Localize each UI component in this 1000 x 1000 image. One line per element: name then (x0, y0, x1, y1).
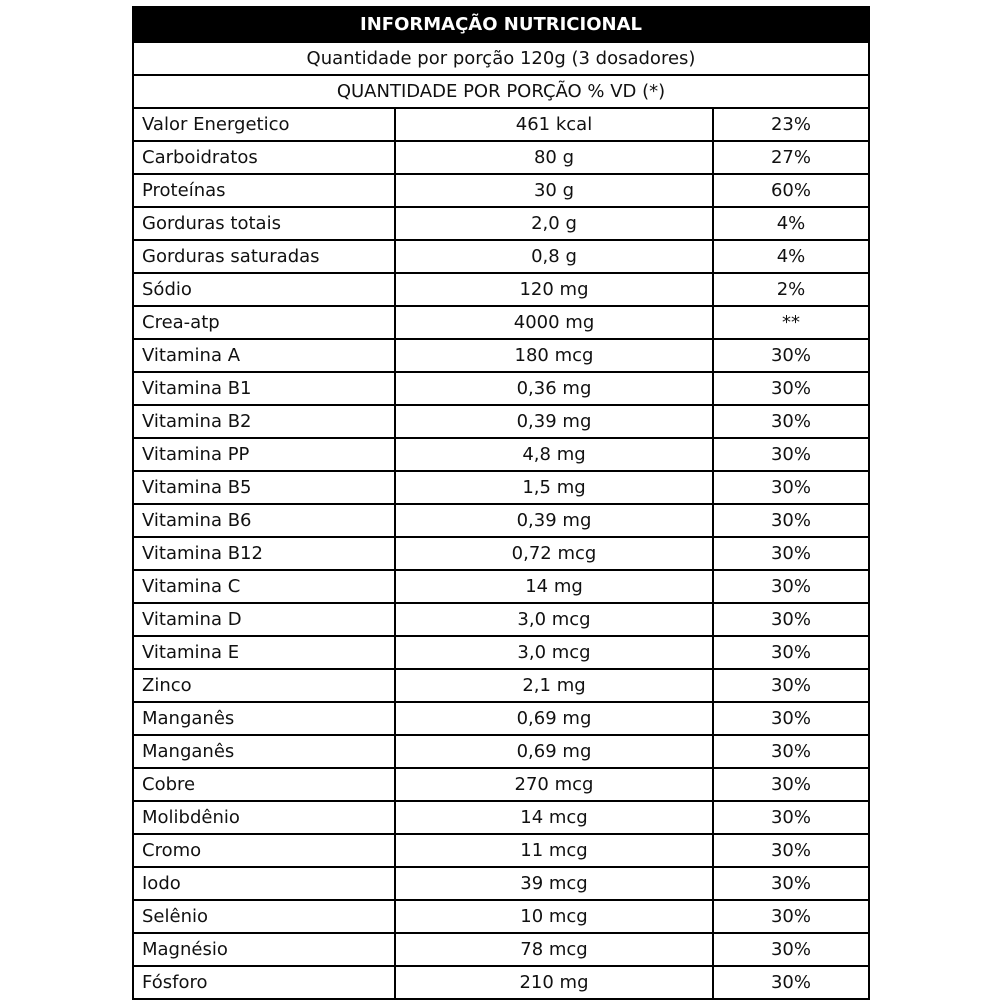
nutrition-label (132, 6, 868, 1000)
nutrient-name: Vitamina B2 (133, 405, 395, 438)
nutrient-name: Carboidratos (133, 141, 395, 174)
nutrient-daily-value: 30% (713, 570, 869, 603)
nutrient-name: Vitamina E (133, 636, 395, 669)
nutrient-amount: 120 mg (395, 273, 713, 306)
table-row (133, 405, 869, 438)
nutrient-amount: 180 mcg (395, 339, 713, 372)
nutrient-name: Vitamina B5 (133, 471, 395, 504)
table-row (133, 339, 869, 372)
nutrient-daily-value: 30% (713, 372, 869, 405)
nutrient-daily-value: 4% (713, 207, 869, 240)
nutrient-name: Crea-atp (133, 306, 395, 339)
nutrient-daily-value: 30% (713, 702, 869, 735)
table-row (133, 240, 869, 273)
nutrient-daily-value: 30% (713, 801, 869, 834)
table-row (133, 372, 869, 405)
nutrient-amount: 0,39 mg (395, 504, 713, 537)
nutrient-name: Gorduras saturadas (133, 240, 395, 273)
table-row (133, 669, 869, 702)
nutrient-amount: 4000 mg (395, 306, 713, 339)
nutrient-name: Manganês (133, 735, 395, 768)
table-row (133, 141, 869, 174)
nutrient-amount: 2,1 mg (395, 669, 713, 702)
nutrient-daily-value: 30% (713, 504, 869, 537)
table-row (133, 306, 869, 339)
table-row (133, 867, 869, 900)
column-header: QUANTIDADE POR PORÇÃO % VD (*) (133, 75, 869, 108)
nutrient-name: Cobre (133, 768, 395, 801)
nutrient-daily-value: 30% (713, 768, 869, 801)
nutrient-name: Vitamina B1 (133, 372, 395, 405)
title-row (133, 7, 869, 42)
table-row (133, 801, 869, 834)
nutrient-amount: 0,69 mg (395, 735, 713, 768)
nutrient-name: Proteínas (133, 174, 395, 207)
table-row (133, 570, 869, 603)
nutrient-amount: 2,0 g (395, 207, 713, 240)
nutrient-amount: 0,69 mg (395, 702, 713, 735)
table-row (133, 207, 869, 240)
nutrient-daily-value: 30% (713, 339, 869, 372)
table-row (133, 471, 869, 504)
table-row (133, 966, 869, 999)
nutrient-name: Vitamina A (133, 339, 395, 372)
nutrient-daily-value: 30% (713, 636, 869, 669)
nutrient-amount: 3,0 mcg (395, 603, 713, 636)
nutrient-amount: 78 mcg (395, 933, 713, 966)
nutrient-daily-value: 30% (713, 537, 869, 570)
table-row (133, 933, 869, 966)
nutrient-daily-value: 27% (713, 141, 869, 174)
nutrient-name: Vitamina B6 (133, 504, 395, 537)
nutrient-daily-value: 30% (713, 933, 869, 966)
nutrient-amount: 11 mcg (395, 834, 713, 867)
nutrient-daily-value: 60% (713, 174, 869, 207)
table-row (133, 273, 869, 306)
table-row (133, 603, 869, 636)
nutrient-amount: 80 g (395, 141, 713, 174)
serving-row (133, 42, 869, 75)
nutrient-daily-value: 30% (713, 471, 869, 504)
nutrient-daily-value: 2% (713, 273, 869, 306)
table-row (133, 174, 869, 207)
nutrient-amount: 4,8 mg (395, 438, 713, 471)
table-title: INFORMAÇÃO NUTRICIONAL (133, 7, 869, 42)
nutrient-name: Vitamina B12 (133, 537, 395, 570)
table-row (133, 834, 869, 867)
nutrient-amount: 14 mg (395, 570, 713, 603)
table-row (133, 438, 869, 471)
nutrient-name: Vitamina PP (133, 438, 395, 471)
nutrient-name: Vitamina D (133, 603, 395, 636)
nutrient-daily-value: 30% (713, 438, 869, 471)
nutrient-amount: 270 mcg (395, 768, 713, 801)
nutrient-name: Manganês (133, 702, 395, 735)
nutrient-daily-value: 30% (713, 603, 869, 636)
nutrient-daily-value: 4% (713, 240, 869, 273)
serving-size: Quantidade por porção 120g (3 dosadores) (133, 42, 869, 75)
nutrient-daily-value: ** (713, 306, 869, 339)
nutrient-amount: 10 mcg (395, 900, 713, 933)
nutrient-amount: 210 mg (395, 966, 713, 999)
nutrient-amount: 0,39 mg (395, 405, 713, 438)
nutrient-amount: 3,0 mcg (395, 636, 713, 669)
table-row (133, 108, 869, 141)
table-row (133, 702, 869, 735)
table-row (133, 900, 869, 933)
nutrient-name: Cromo (133, 834, 395, 867)
nutrient-amount: 461 kcal (395, 108, 713, 141)
nutrient-daily-value: 23% (713, 108, 869, 141)
nutrition-table (132, 6, 870, 1000)
nutrient-daily-value: 30% (713, 834, 869, 867)
table-row (133, 537, 869, 570)
nutrient-daily-value: 30% (713, 867, 869, 900)
table-row (133, 768, 869, 801)
nutrient-name: Fósforo (133, 966, 395, 999)
nutrient-amount: 30 g (395, 174, 713, 207)
nutrient-amount: 0,8 g (395, 240, 713, 273)
nutrient-name: Valor Energetico (133, 108, 395, 141)
nutrient-name: Iodo (133, 867, 395, 900)
nutrient-daily-value: 30% (713, 405, 869, 438)
nutrient-amount: 14 mcg (395, 801, 713, 834)
nutrient-name: Sódio (133, 273, 395, 306)
nutrient-name: Vitamina C (133, 570, 395, 603)
nutrient-amount: 0,72 mcg (395, 537, 713, 570)
table-row (133, 504, 869, 537)
nutrient-name: Gorduras totais (133, 207, 395, 240)
table-row (133, 636, 869, 669)
nutrient-daily-value: 30% (713, 669, 869, 702)
nutrient-daily-value: 30% (713, 966, 869, 999)
nutrient-daily-value: 30% (713, 735, 869, 768)
nutrient-name: Magnésio (133, 933, 395, 966)
nutrient-amount: 1,5 mg (395, 471, 713, 504)
column-header-row (133, 75, 869, 108)
nutrient-name: Selênio (133, 900, 395, 933)
nutrient-amount: 39 mcg (395, 867, 713, 900)
nutrient-name: Zinco (133, 669, 395, 702)
nutrient-name: Molibdênio (133, 801, 395, 834)
table-row (133, 735, 869, 768)
nutrient-daily-value: 30% (713, 900, 869, 933)
nutrient-amount: 0,36 mg (395, 372, 713, 405)
